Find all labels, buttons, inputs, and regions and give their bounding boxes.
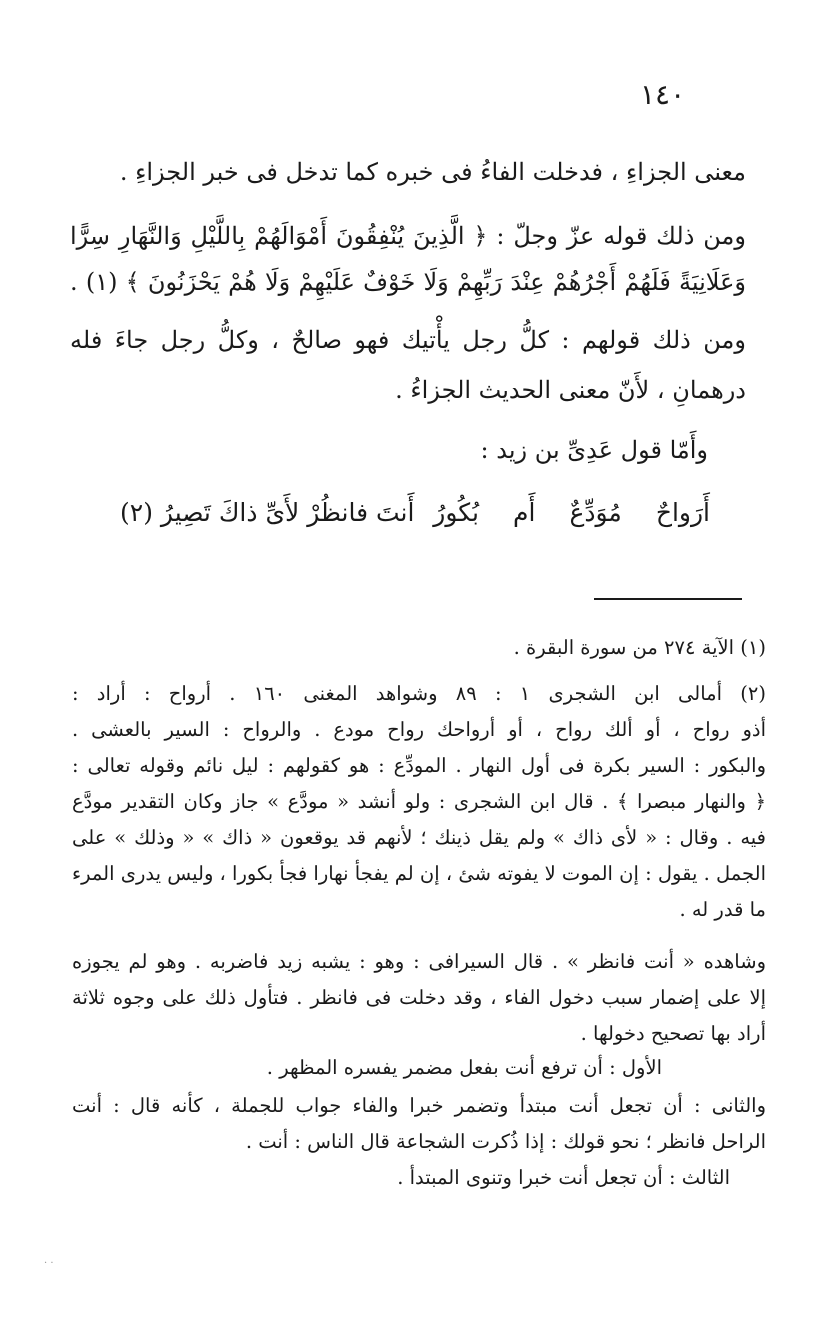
poetry-verse (120, 498, 710, 527)
footnote-line: والثانى : أن تجعل أنت مبتدأ وتضمر خبرا والفاء جواب للجملة ، كأنه قال : أنت (72, 1094, 767, 1117)
footnote-separator (594, 598, 742, 600)
body-line: معنى الجزاءِ ، فدخلت الفاءُ فى خبره كما تدخل فى خبر الجزاءِ . (119, 158, 746, 186)
footnote-line: (١) الآية ٢٧٤ من سورة البقرة . (513, 636, 766, 659)
body-line: وَعَلَانِيَةً فَلَهُمْ أَجْرُهُمْ عِنْدَ رَبِّهِمْ وَلَا خَوْفٌ عَلَيْهِمْ وَلَا هُمْ يَحْزَنُونَ ﴾ (١) . (70, 268, 746, 296)
body-line: ومن ذلك قوله عزّ وجلّ : ﴿ الَّذِينَ يُنْفِقُونَ أَمْوَالَهُمْ بِاللَّيْلِ وَالنَّهَارِ سِرًّا (70, 222, 746, 250)
verse-word: أَرَواحٌ (655, 498, 710, 527)
footnote-line: الثالث : أن تجعل أنت خبرا وتنوى المبتدأ . (397, 1166, 730, 1189)
footnote-line: أذو رواح ، أو ألك رواح ، أو أرواحك رواح مودع . والرواح : السير بالعشى . (72, 718, 766, 741)
verse-second-hemistich (120, 498, 414, 527)
scan-speck: · · (44, 1258, 54, 1269)
footnote-line: الراحل فانظر ؛ نحو قولك : إذا ذُكرت الشجاعة قال الناس : أنت . (245, 1130, 766, 1153)
page-number: ١٤٠ (640, 78, 686, 111)
footnote-line: الأول : أن ترفع أنت بفعل مضمر يفسره المظهر . (266, 1056, 662, 1079)
footnote-line: فيه . وقال : « لأى ذاك » ولم يقل ذينك ؛ لأنهم قد يوقعون « ذاك » « وذلك » على (72, 826, 766, 849)
footnote-line: ما قدر له . (679, 898, 766, 921)
footnote-line: أراد بها تصحيح دخولها . (580, 1022, 766, 1045)
verse-first-hemistich (433, 498, 710, 527)
verse-word: أَم (513, 498, 536, 527)
footnote-line: الجمل . يقول : إن الموت لا يفوته شئ ، إن لم يفجأ نهارا فجأ بكورا ، وليس يدرى المرء (71, 862, 766, 885)
verse-word: بُكُورُ (433, 498, 480, 527)
body-line: ومن ذلك قولهم : كلُّ رجل يأْتيك فهو صالحٌ ، وكلُّ رجل جاءَ فله (70, 326, 746, 354)
verse-text: أَنتَ فانظُرْ لأَىِّ ذاكَ تَصِيرُ (٢) (120, 498, 415, 527)
footnote-line: والبكور : السير بكرة فى أول النهار . المودِّع : هو كقولهم : ليل نائم وقوله تعالى : (72, 754, 766, 777)
footnote-line: وشاهده « أنت فانظر » . قال السيرافى : وهو : يشبه زيد فاضربه . وهو لم يجوزه (72, 950, 766, 973)
body-line: درهمانِ ، لأَنّ معنى الحديث الجزاءُ . (395, 376, 746, 404)
footnote-line: (٢) أمالى ابن الشجرى ١ : ٨٩ وشواهد المغنى ١٦٠ . أرواح : أراد : (72, 682, 766, 705)
footnote-line: ﴿ والنهار مبصرا ﴾ . قال ابن الشجرى : ولو أنشد « مودَّع » جاز وكان التقدير مودَّع (72, 790, 766, 813)
footnote-line: إلا على إضمار سبب دخول الفاء ، وقد دخلت فى فانظر . فتأول ذلك على وجوه ثلاثة (72, 986, 766, 1009)
body-line: وأَمّا قول عَدِىِّ بن زيد : (480, 436, 708, 464)
verse-word: مُوَدِّعٌ (569, 498, 622, 527)
